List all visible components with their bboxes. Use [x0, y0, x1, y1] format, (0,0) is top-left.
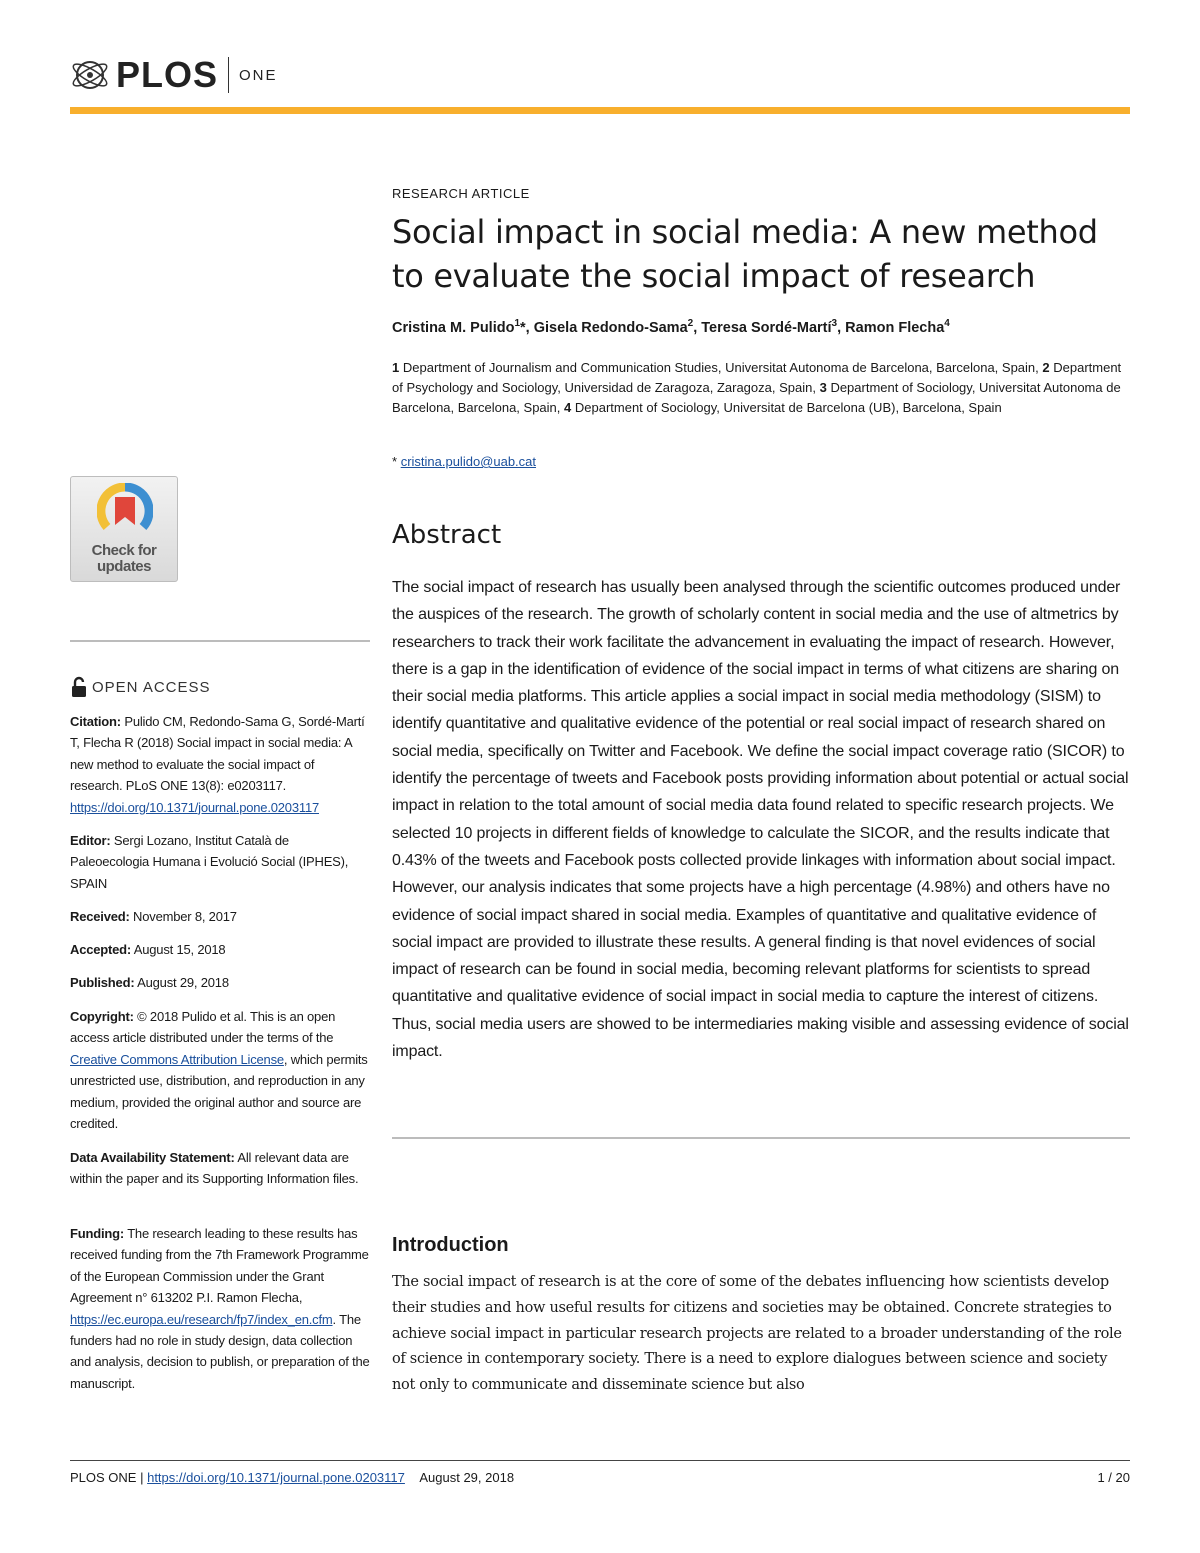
affil-text: Department of Psychology and Sociology, Universidad de Zaragoza, Zaragoza, Spain,: [392, 360, 1122, 395]
check-for-updates-button[interactable]: [70, 476, 178, 582]
data-availability-label: Data Availability Statement:: [70, 1150, 235, 1165]
open-lock-icon: [70, 676, 88, 698]
published-block: [70, 972, 370, 993]
affil-num: 3: [819, 380, 827, 395]
header-accent-bar: [70, 107, 1130, 114]
footer-journal: PLOS ONE |: [70, 1470, 144, 1485]
affil-num: 4: [564, 400, 572, 415]
page-footer: [70, 1470, 1130, 1485]
plos-one-logo: [70, 54, 278, 96]
received-label: Received:: [70, 909, 130, 924]
plos-logo-icon: [70, 55, 110, 95]
data-availability-text: All relevant data are within the paper and its Supporting Information files.: [70, 1150, 359, 1187]
accepted-label: Accepted:: [70, 942, 132, 957]
funding-label: Funding:: [70, 1226, 124, 1241]
copyright-text-cont: , which permits unrestricted use, distribution, and reproduction in any medium, provided the original author and source are credited.: [70, 1051, 368, 1132]
cc-license-link[interactable]: Creative Commons Attribution License: [70, 1051, 284, 1067]
introduction-heading: Introduction: [392, 1234, 509, 1256]
logo-separator: [228, 57, 229, 93]
funding-text: The research leading to these results has received funding from the 7th Framework Programme of the European Commission under the Grant Agreement n° 613202 P.I. Ramon Flecha,: [70, 1226, 369, 1306]
author-affil-ref: 4: [944, 318, 950, 329]
affil-num: 1: [392, 360, 400, 375]
email-prefix: *: [392, 454, 398, 469]
received-block: [70, 906, 370, 927]
citation-doi-link[interactable]: https://doi.org/10.1371/journal.pone.0203117: [70, 799, 319, 815]
editor-label: Editor:: [70, 833, 111, 848]
footer-doi-link[interactable]: https://doi.org/10.1371/journal.pone.0203117: [147, 1470, 405, 1485]
author-name: Cristina M. Pulido: [392, 319, 515, 336]
copyright-text: © 2018 Pulido et al. This is an open access article distributed under the terms of the: [70, 1009, 336, 1046]
corresponding-mark: *: [520, 319, 526, 336]
editor-text: Sergi Lozano, Institut Català de Paleoecologia Humana i Evolució Social (IPHES), SPAIN: [70, 833, 349, 891]
badge-line-1: Check for: [91, 542, 157, 559]
published-label: Published:: [70, 975, 135, 990]
funding-block: [70, 1223, 370, 1394]
citation-label: Citation:: [70, 714, 121, 729]
received-date: November 8, 2017: [133, 909, 237, 924]
author-list: Cristina M. Pulido$^1$*, Gisela Redondo-Sama$^2$, Teresa Sordé-Martí$^3$, Ramon Flecha$^4$: [392, 318, 950, 336]
accepted-date: August 15, 2018: [133, 942, 226, 957]
citation-block: [70, 711, 370, 818]
footer-date: August 29, 2018: [419, 1470, 515, 1485]
abstract-text: The social impact of research has usually been analysed through the scientific outcomes produced under the auspices of the research. The growth of scholarly content in social media and the use of altmetrics by researchers to track their work facilitate the advancement in evaluating the impact of research. However, there is a gap in the identification of evidence of the social impact in terms of what citizens are sharing on their social media platforms. This article applies a social impact in social media methodology (SISM) to identify quantitative and qualitative evidence of the potential or real social impact of research shared on social media, specifically on Twitter and Facebook. We define the social impact coverage ratio (SICOR) to identify the percentage of tweets and Facebook posts providing information about potential or actual social impact in relation to the total amount of social media data found related to specific research projects. We selected 10 projects in different fields of knowledge to calculate the SICOR, and the results indicate that 0.43% of the tweets and Facebook posts collected provide linkages with information about social impact. However, our analysis indicates that some projects have a high percentage (4.98%) and others have no evidence of social impact shared in social media. Examples of quantitative and qualitative evidence of social impact are provided to illustrate these results. A general finding is that novel evidences of social impact of research can be found in social media, becoming relevant platforms for scientists to spread quantitative and qualitative evidence of social impact in social media to capture the interest of citizens. Thus, social media users are showed to be intermediaries making visible and assessing evidence of social impact.: [392, 579, 1129, 1061]
author-affil-ref: 1: [514, 318, 521, 329]
footer-divider: [70, 1460, 1130, 1461]
funding-link[interactable]: https://ec.europa.eu/research/fp7/index_en.cfm: [70, 1311, 333, 1327]
affil-text: Department of Journalism and Communication Studies, Universitat Autonoma de Barcelona, Barcelona, Spain,: [402, 360, 1039, 375]
author-name: Teresa Sordé-Martí: [701, 319, 832, 336]
abstract-heading: Abstract: [392, 520, 502, 550]
introduction-text: The social impact of research is at the core of some of the debates influencing how scientists develop their studies and how useful results for citizens and societies may be obtained. Concrete strategies to achieve social impact in particular research projects are related to a broader understanding of the role of science in contemporary society. There is a need to explore dialogues between science and society not only to communicate and disseminate science but also: [392, 1274, 1122, 1394]
author-affil-ref: 3: [831, 318, 838, 329]
copyright-label: Copyright:: [70, 1009, 134, 1024]
citation-text: Pulido CM, Redondo-Sama G, Sordé-Martí T, Flecha R (2018) Social impact in social media: A new method to evaluate the social impact of research. PLoS ONE 13(8): e0203117.: [70, 714, 365, 794]
logo-one-text: ONE: [239, 66, 278, 84]
open-access-text: OPEN ACCESS: [92, 678, 211, 696]
open-access-label: [70, 676, 211, 698]
affil-text: Department of Sociology, Universitat Autonoma de Barcelona, Barcelona, Spain,: [392, 380, 1121, 415]
article-type: RESEARCH ARTICLE: [392, 186, 530, 201]
accepted-block: [70, 939, 370, 960]
editor-block: [70, 830, 370, 894]
affil-text: Department of Sociology, Universitat de Barcelona (UB), Barcelona, Spain: [574, 400, 1002, 415]
email-link[interactable]: cristina.pulido@uab.cat: [400, 454, 537, 469]
abstract-divider: [392, 1137, 1130, 1139]
data-availability-block: [70, 1147, 370, 1190]
article-title: Social impact in social media: A new method to evaluate the social impact of research: [392, 213, 1098, 295]
author-name: Ramon Flecha: [845, 319, 945, 336]
crossmark-icon: [97, 483, 153, 541]
affiliations: [392, 358, 1132, 418]
logo-plos-text: PLOS: [116, 54, 219, 95]
copyright-block: [70, 1006, 370, 1134]
author-affil-ref: 2: [687, 318, 694, 329]
badge-line-2: updates: [96, 558, 151, 575]
corresponding-email: [392, 454, 536, 469]
sidebar-divider: [70, 640, 370, 642]
funding-text-cont: . The funders had no role in study design, data collection and analysis, decision to publish, or preparation of the manuscript.: [70, 1311, 370, 1391]
page-number: 1 / 20: [1097, 1470, 1130, 1485]
published-date: August 29, 2018: [137, 975, 229, 990]
affil-num: 2: [1042, 360, 1050, 375]
author-name: Gisela Redondo-Sama: [533, 319, 688, 336]
